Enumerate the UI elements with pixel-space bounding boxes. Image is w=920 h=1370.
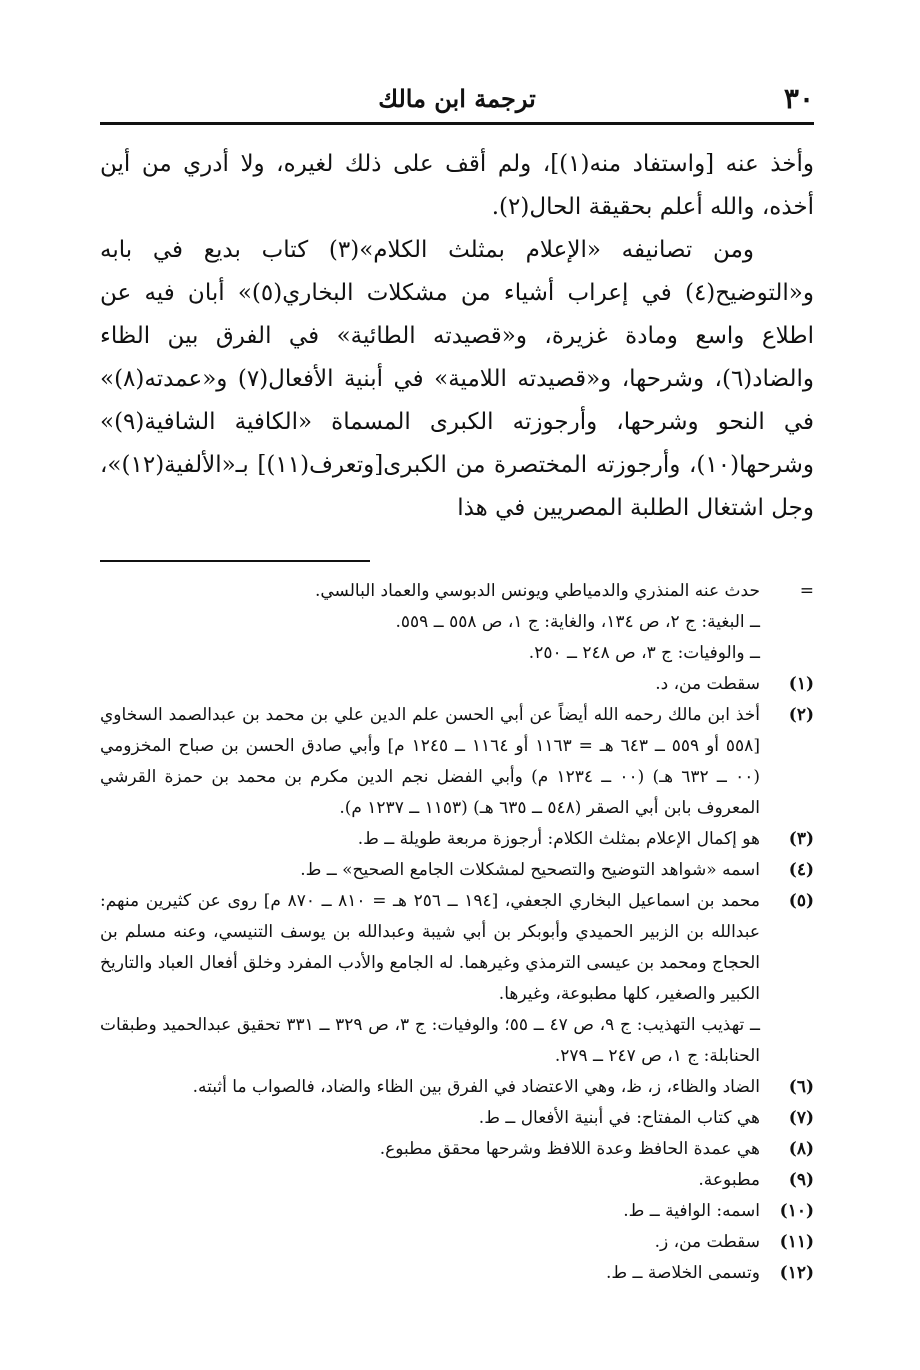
running-title: ترجمة ابن مالك: [378, 84, 536, 113]
footnote-number: =: [799, 581, 814, 601]
footnote-number: (٢): [788, 705, 814, 725]
footnote-10: [100, 1196, 814, 1227]
footnote-number: (٧): [788, 1108, 814, 1128]
page-header: [100, 78, 814, 125]
footnote-text: مطبوعة.: [698, 1170, 760, 1190]
main-text: [100, 143, 814, 530]
footnote-text: وتسمى الخلاصة ــ ط.: [606, 1263, 760, 1283]
footnote-source: [100, 1010, 814, 1072]
footnote-source: [100, 638, 814, 669]
footnote-text: سقطت من، د.: [655, 674, 760, 694]
footnote-number: (١١): [779, 1232, 814, 1252]
footnote-text: سقطت من، ز.: [654, 1232, 760, 1252]
footnote-text: اسمه «شواهد التوضيح والتصحيح لمشكلات الجامع الصحيح» ــ ط.: [300, 860, 760, 880]
footnote-text: ــ والوفيات: ج ٣، ص ٢٤٨ ــ ٢٥٠.: [528, 643, 760, 663]
footnote-number: (٨): [788, 1139, 814, 1159]
footnote-8: [100, 1134, 814, 1165]
footnote-6: [100, 1072, 814, 1103]
footnote-source: [100, 607, 814, 638]
footnote-number: (٣): [788, 829, 814, 849]
footnote-number: (٦): [788, 1077, 814, 1097]
footnote-number: (١٢): [779, 1263, 814, 1283]
footnote-1: [100, 669, 814, 700]
footnote-number: (٩): [788, 1170, 814, 1190]
footnote-12: [100, 1258, 814, 1289]
footnote-separator: [100, 560, 370, 562]
paragraph-2: ومن تصانيفه «الإعلام بمثلث الكلام»(٣) كتاب بديع في بابه و«التوضيح(٤) في إعراب أشياء من مشكلات البخاري(٥)» أبان فيه عن اطلاع واسع ومادة غزيرة، و«قصيدته الطائية» في الفرق بين الظاء والضاد(٦)، وشرحها، و«قصيدته اللامية» في أبنية الأفعال(٧) و«عمدته(٨)» في النحو وشرحها، وأرجوزته الكبرى المسماة «الكافية الشافية(٩)» وشرحها(١٠)، وأرجوزته المختصرة من الكبرى[وتعرف(١١)] بـ«الألفية(١٢)»، وجل اشتغال الطلبة المصريين في هذا: [100, 237, 814, 521]
footnote-text: ــ البغية: ج ٢، ص ١٣٤، والغاية: ج ١، ص ٥٥٨ ــ ٥٥٩.: [395, 612, 760, 632]
footnotes: [100, 576, 814, 1289]
footnote-2: [100, 700, 814, 824]
page-number: ٣٠: [783, 82, 814, 115]
footnote-text: حدث عنه المنذري والدمياطي ويونس الدبوسي والعماد البالسي.: [314, 581, 760, 601]
footnote-continuation: [100, 576, 814, 607]
footnote-text: هي عمدة الحافظ وعدة اللافظ وشرحها محقق مطبوع.: [379, 1139, 760, 1159]
footnote-text: الضاد والظاء، ز، ظ، وهي الاعتضاد في الفرق بين الظاء والضاد، فالصواب ما أثبته.: [192, 1077, 760, 1097]
footnote-text: هو إكمال الإعلام بمثلث الكلام: أرجوزة مربعة طويلة ــ ط.: [357, 829, 760, 849]
footnote-4: [100, 855, 814, 886]
footnote-text: محمد بن اسماعيل البخاري الجعفي، [١٩٤ ــ ٢٥٦ هـ = ٨١٠ ــ ٨٧٠ م] روى عن كثيرين منهم: عبدالله بن الزبير الحميدي وأبوبكر بن أبي شيبة وعبدالله بن يوسف التنيسي، وعنه مسلم بن الحجاج ومحمد بن عيسى الترمذي وغيرهما. له الجامع والأدب المفرد وخلق أفعال العباد والتاريخ الكبير والصغير، كلها مطبوعة، وغيرها.: [100, 891, 760, 1004]
footnote-number: (٥): [788, 891, 814, 911]
footnote-number: (١): [788, 674, 814, 694]
footnote-5: [100, 886, 814, 1010]
paragraph-1: وأخذ عنه [واستفاد منه(١)]، ولم أقف على ذلك لغيره، ولا أدري من أين أخذه، والله أعلم بحقيقة الحال(٢).: [100, 151, 814, 220]
footnote-text: اسمه: الوافية ــ ط.: [623, 1201, 760, 1221]
book-page: [100, 78, 814, 1289]
footnote-text: هي كتاب المفتاح: في أبنية الأفعال ــ ط.: [478, 1108, 760, 1128]
footnote-3: [100, 824, 814, 855]
footnote-text: أخذ ابن مالك رحمه الله أيضاً عن أبي الحسن علم الدين علي بن محمد بن عبدالصمد السخاوي [٥٥٨ أو ٥٥٩ ــ ٦٤٣ هـ = ١١٦٣ أو ١١٦٤ ــ ١٢٤٥ م] وأبي صادق الحسن بن صباح المخزومي (٠٠ ــ ٦٣٢ هـ) (٠٠ ــ ١٢٣٤ م) وأبي الفضل نجم الدين مكرم بن محمد بن حمزة القرشي المعروف بابن أبي الصقر (٥٤٨ ــ ٦٣٥ هـ) (١١٥٣ ــ ١٢٣٧ م).: [100, 705, 760, 818]
footnote-9: [100, 1165, 814, 1196]
footnote-number: (١٠): [779, 1201, 814, 1221]
footnote-number: (٤): [788, 860, 814, 880]
footnote-7: [100, 1103, 814, 1134]
footnote-11: [100, 1227, 814, 1258]
footnote-text: ــ تهذيب التهذيب: ج ٩، ص ٤٧ ــ ٥٥؛ والوفيات: ج ٣، ص ٣٢٩ ــ ٣٣١ تحقيق عبدالحميد وطبقات الحنابلة: ج ١، ص ٢٤٧ ــ ٢٧٩.: [100, 1015, 760, 1066]
